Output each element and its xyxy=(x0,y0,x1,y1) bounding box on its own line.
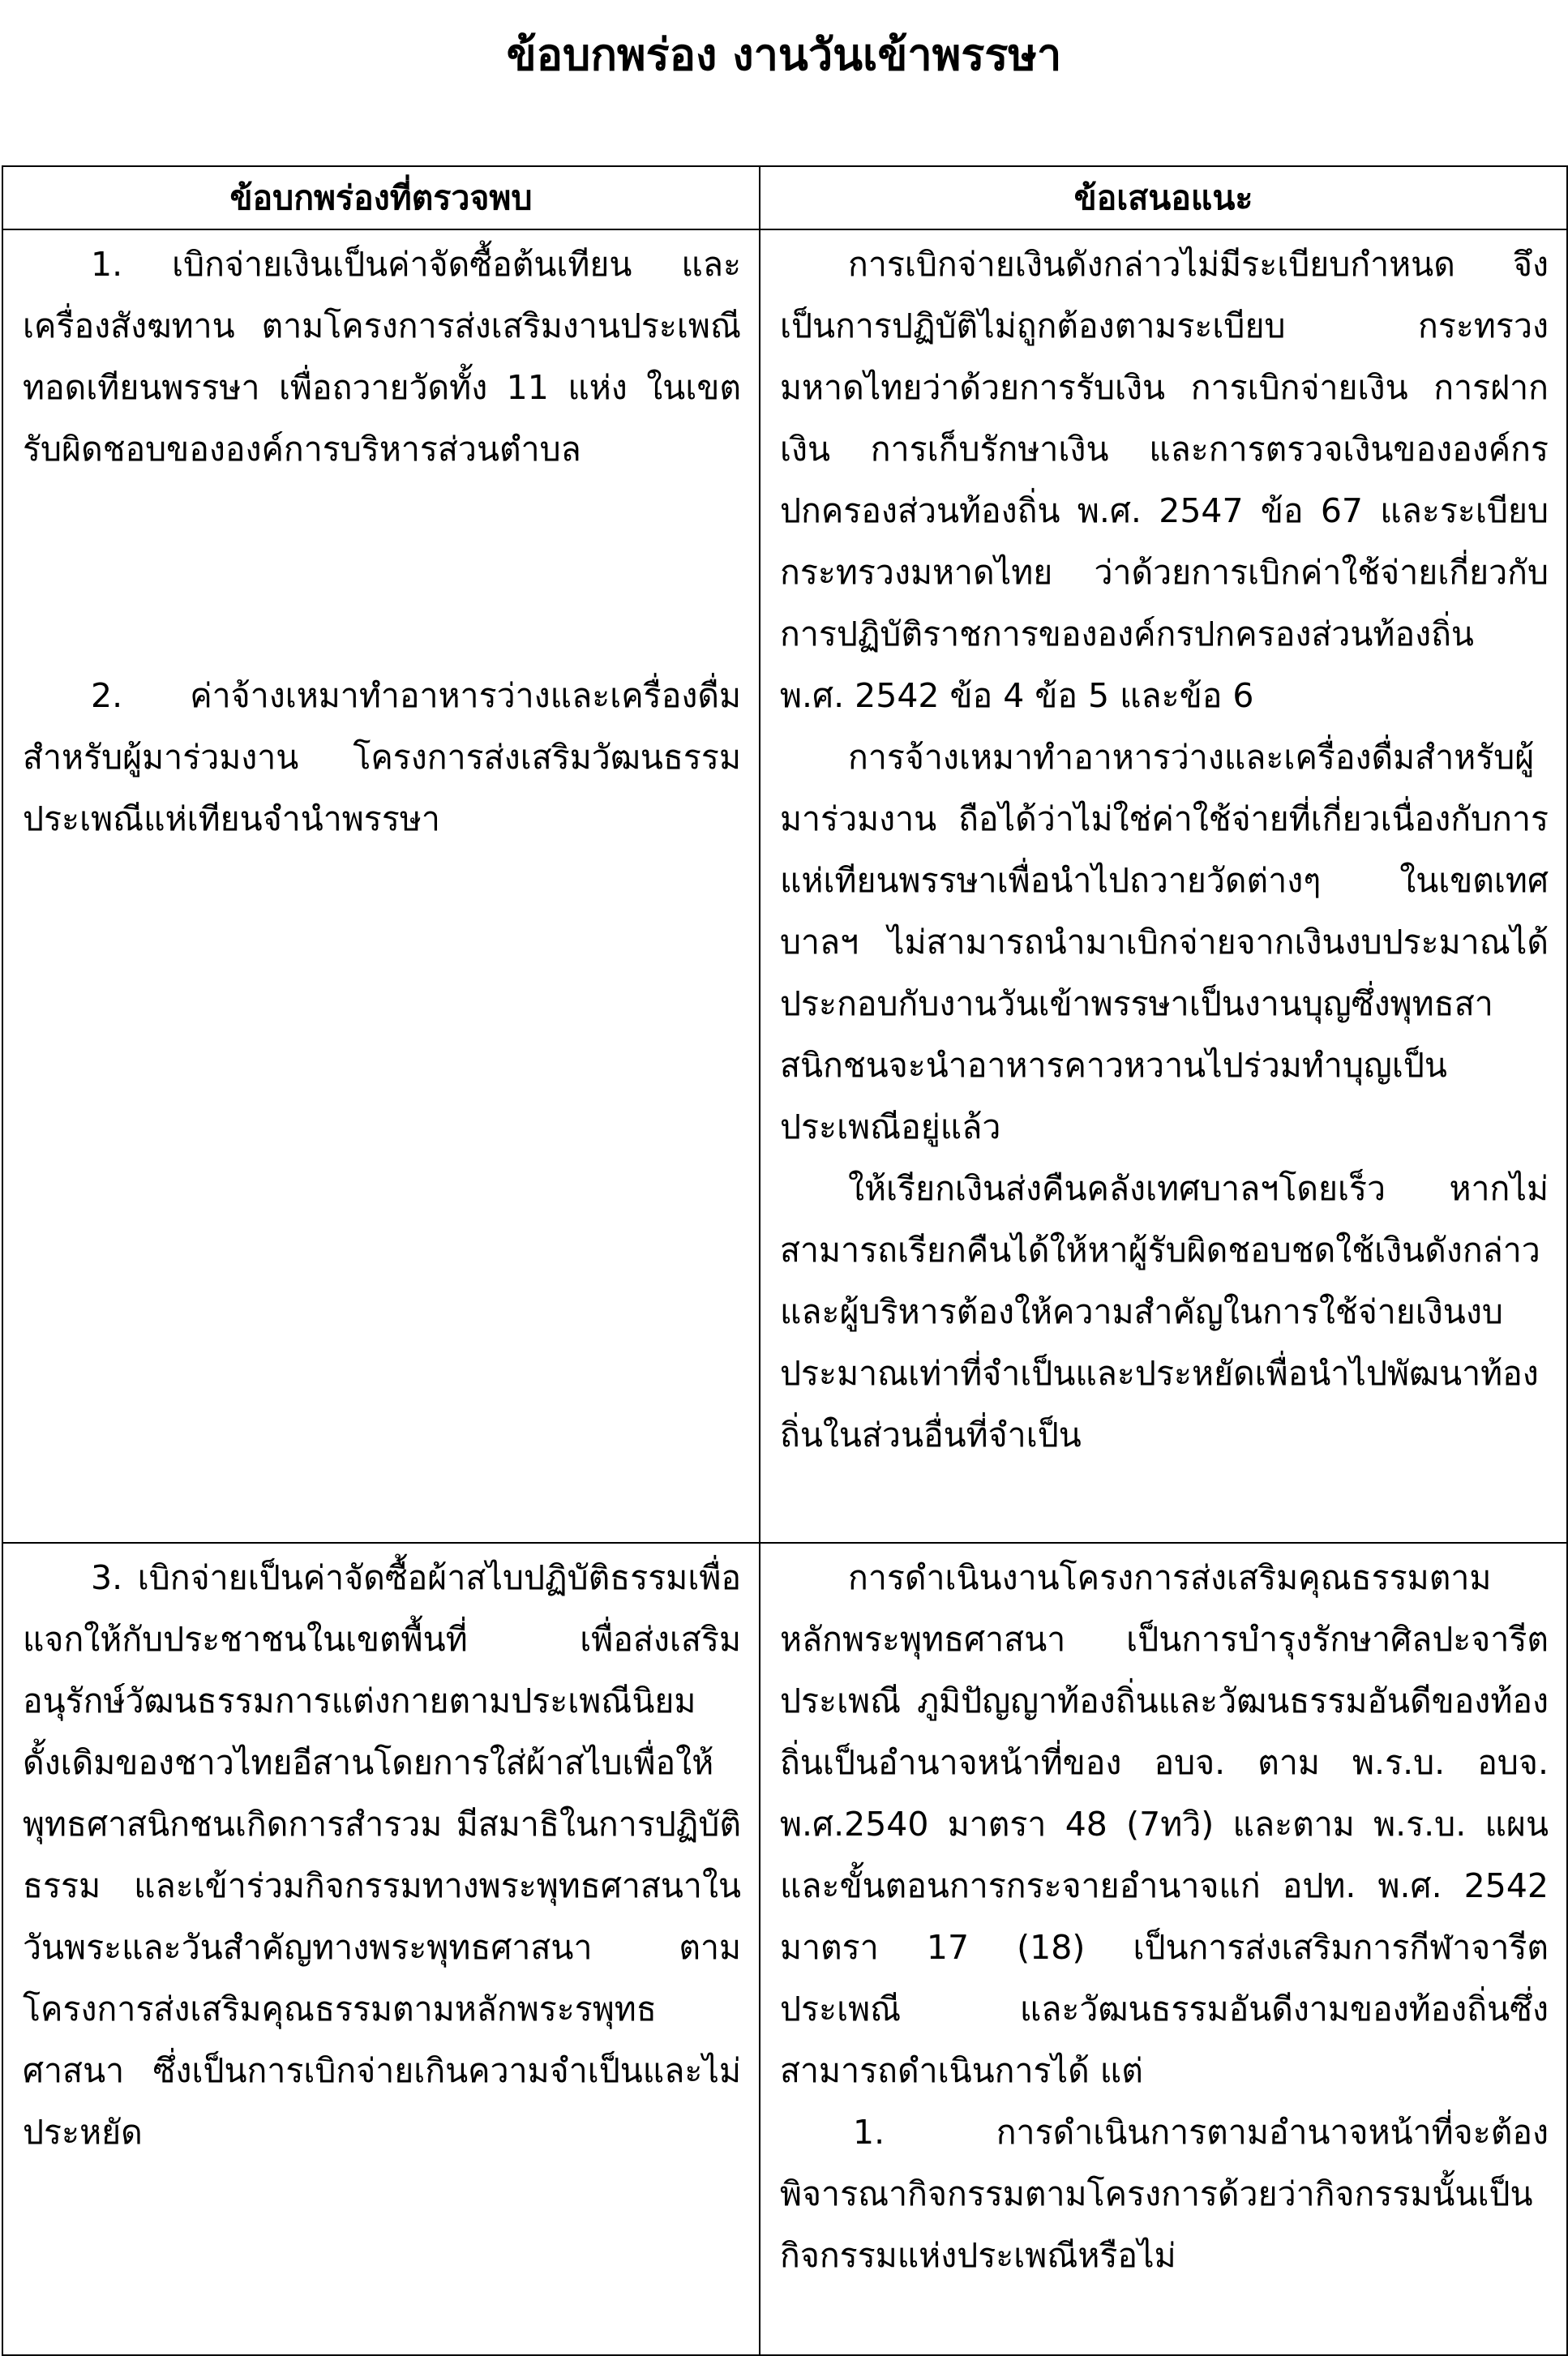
recommendation-paragraph: 1. การดำเนินการตามอำนาจหน้าที่จะต้องพิจารณากิจกรรมตามโครงการด้วยว่ากิจกรรมนั้นเป็นกิจกรรมแห่งประเพณีหรือไม่ xyxy=(780,2113,1549,2275)
finding-paragraph: 3. เบิกจ่ายเป็นค่าจัดซื้อผ้าสไบปฏิบัติธรรมเพื่อแจกให้กับประชาชนในเขตพื้นที่ เพื่อส่งเสริมอนุรักษ์วัฒนธรรมการแต่งกายตามประเพณีนิยมดั้งเดิมของชาวไทยอีสานโดยการใส่ผ้าสไบเพื่อให้พุทธศาสนิกชนเกิดการสำรวม มีสมาธิในการปฏิบัติธรรม และเข้าร่วมกิจกรรมทางพระพุทธศาสนาในวันพระและวันสำคัญทางพระพุทธศาสนา ตามโครงการส่งเสริมคุณธรรมตามหลักพระรพุทธศาสนา ซึ่งเป็นการเบิกจ่ายเกินความจำเป็นและไม่ประหยัด xyxy=(23,1558,741,2152)
recommendation-paragraph: การเบิกจ่ายเงินดังกล่าวไม่มีระเบียบกำหนด จึงเป็นการปฏิบัติไม่ถูกต้องตามระเบียบ กระทรวงมหาดไทยว่าด้วยการรับเงิน การเบิกจ่ายเงิน การฝากเงิน การเก็บรักษาเงิน และการตรวจเงินขององค์กรปกครองส่วนท้องถิ่น พ.ศ. 2547 ข้อ 67 และระเบียบกระทรวงมหาดไทย ว่าด้วยการเบิกค่าใช้จ่ายเกี่ยวกับการปฏิบัติราชการขององค์กรปกครองส่วนท้องถิ่น พ.ศ. 2542 ข้อ 4 ข้อ 5 และข้อ 6 xyxy=(780,245,1549,715)
recommendation-paragraph: ให้เรียกเงินส่งคืนคลังเทศบาลฯโดยเร็ว หากไม่สามารถเรียกคืนได้ให้หาผู้รับผิดชอบชดใช้เงินดังกล่าว และผู้บริหารต้องให้ความสำคัญในการใช้จ่ายเงินงบประมาณเท่าที่จำเป็นและประหยัดเพื่อนำไปพัฒนาท้องถิ่นในส่วนอื่นที่จำเป็น xyxy=(780,1169,1549,1454)
finding-paragraph: 1. เบิกจ่ายเงินเป็นค่าจัดซื้อต้นเทียน และเครื่องสังฆทาน ตามโครงการส่งเสริมงานประเพณีทอดเทียนพรรษา เพื่อถวายวัดทั้ง 11 แห่ง ในเขตรับผิดชอบขององค์การบริหารส่วนตำบล xyxy=(23,245,741,469)
findings-table xyxy=(2,165,1568,2356)
header-findings: ข้อบกพร่องที่ตรวจพบ xyxy=(2,166,760,229)
header-recommendations: ข้อเสนอแนะ xyxy=(760,166,1567,229)
table-row xyxy=(2,229,1567,1543)
table-row xyxy=(2,1543,1567,2355)
finding-paragraph: 2. ค่าจ้างเหมาทำอาหารว่างและเครื่องดื่มสำหรับผู้มาร่วมงาน โครงการส่งเสริมวัฒนธรรมประเพณีแห่เทียนจำนำพรรษา xyxy=(23,676,741,838)
finding-cell xyxy=(2,229,760,1543)
recommendation-paragraph: การดำเนินงานโครงการส่งเสริมคุณธรรมตามหลักพระพุทธศาสนา เป็นการบำรุงรักษาศิลปะจารีตประเพณี ภูมิปัญญาท้องถิ่นและวัฒนธรรมอันดีของท้องถิ่นเป็นอำนาจหน้าที่ของ อบจ. ตาม พ.ร.บ. อบจ. พ.ศ.2540 มาตรา 48 (7ทวิ) และตาม พ.ร.บ. แผนและขั้นตอนการกระจายอำนาจแก่ อปท. พ.ศ. 2542 มาตรา 17 (18) เป็นการส่งเสริมการกีฬาจารีตประเพณี และวัฒนธรรมอันดีงามของท้องถิ่นซึ่งสามารถดำเนินการได้ แต่ xyxy=(780,1558,1549,2090)
recommendation-cell xyxy=(760,229,1567,1543)
document-title: ข้อบกพร่อง งานวันเข้าพรรษา xyxy=(506,29,1062,80)
finding-cell xyxy=(2,1543,760,2355)
recommendation-cell xyxy=(760,1543,1567,2355)
recommendation-paragraph: การจ้างเหมาทำอาหารว่างและเครื่องดื่มสำหรับผู้มาร่วมงาน ถือได้ว่าไม่ใช่ค่าใช้จ่ายที่เกี่ยวเนื่องกับการแห่เทียนพรรษาเพื่อนำไปถวายวัดต่างๆ ในเขตเทศบาลฯ ไม่สามารถนำมาเบิกจ่ายจากเงินงบประมาณได้ ประกอบกับงานวันเข้าพรรษาเป็นงานบุญซึ่งพุทธสาสนิกชนจะนำอาหารคาวหวานไปร่วมทำบุญเป็นประเพณีอยู่แล้ว xyxy=(780,738,1549,1146)
table-header-row xyxy=(2,166,1567,229)
